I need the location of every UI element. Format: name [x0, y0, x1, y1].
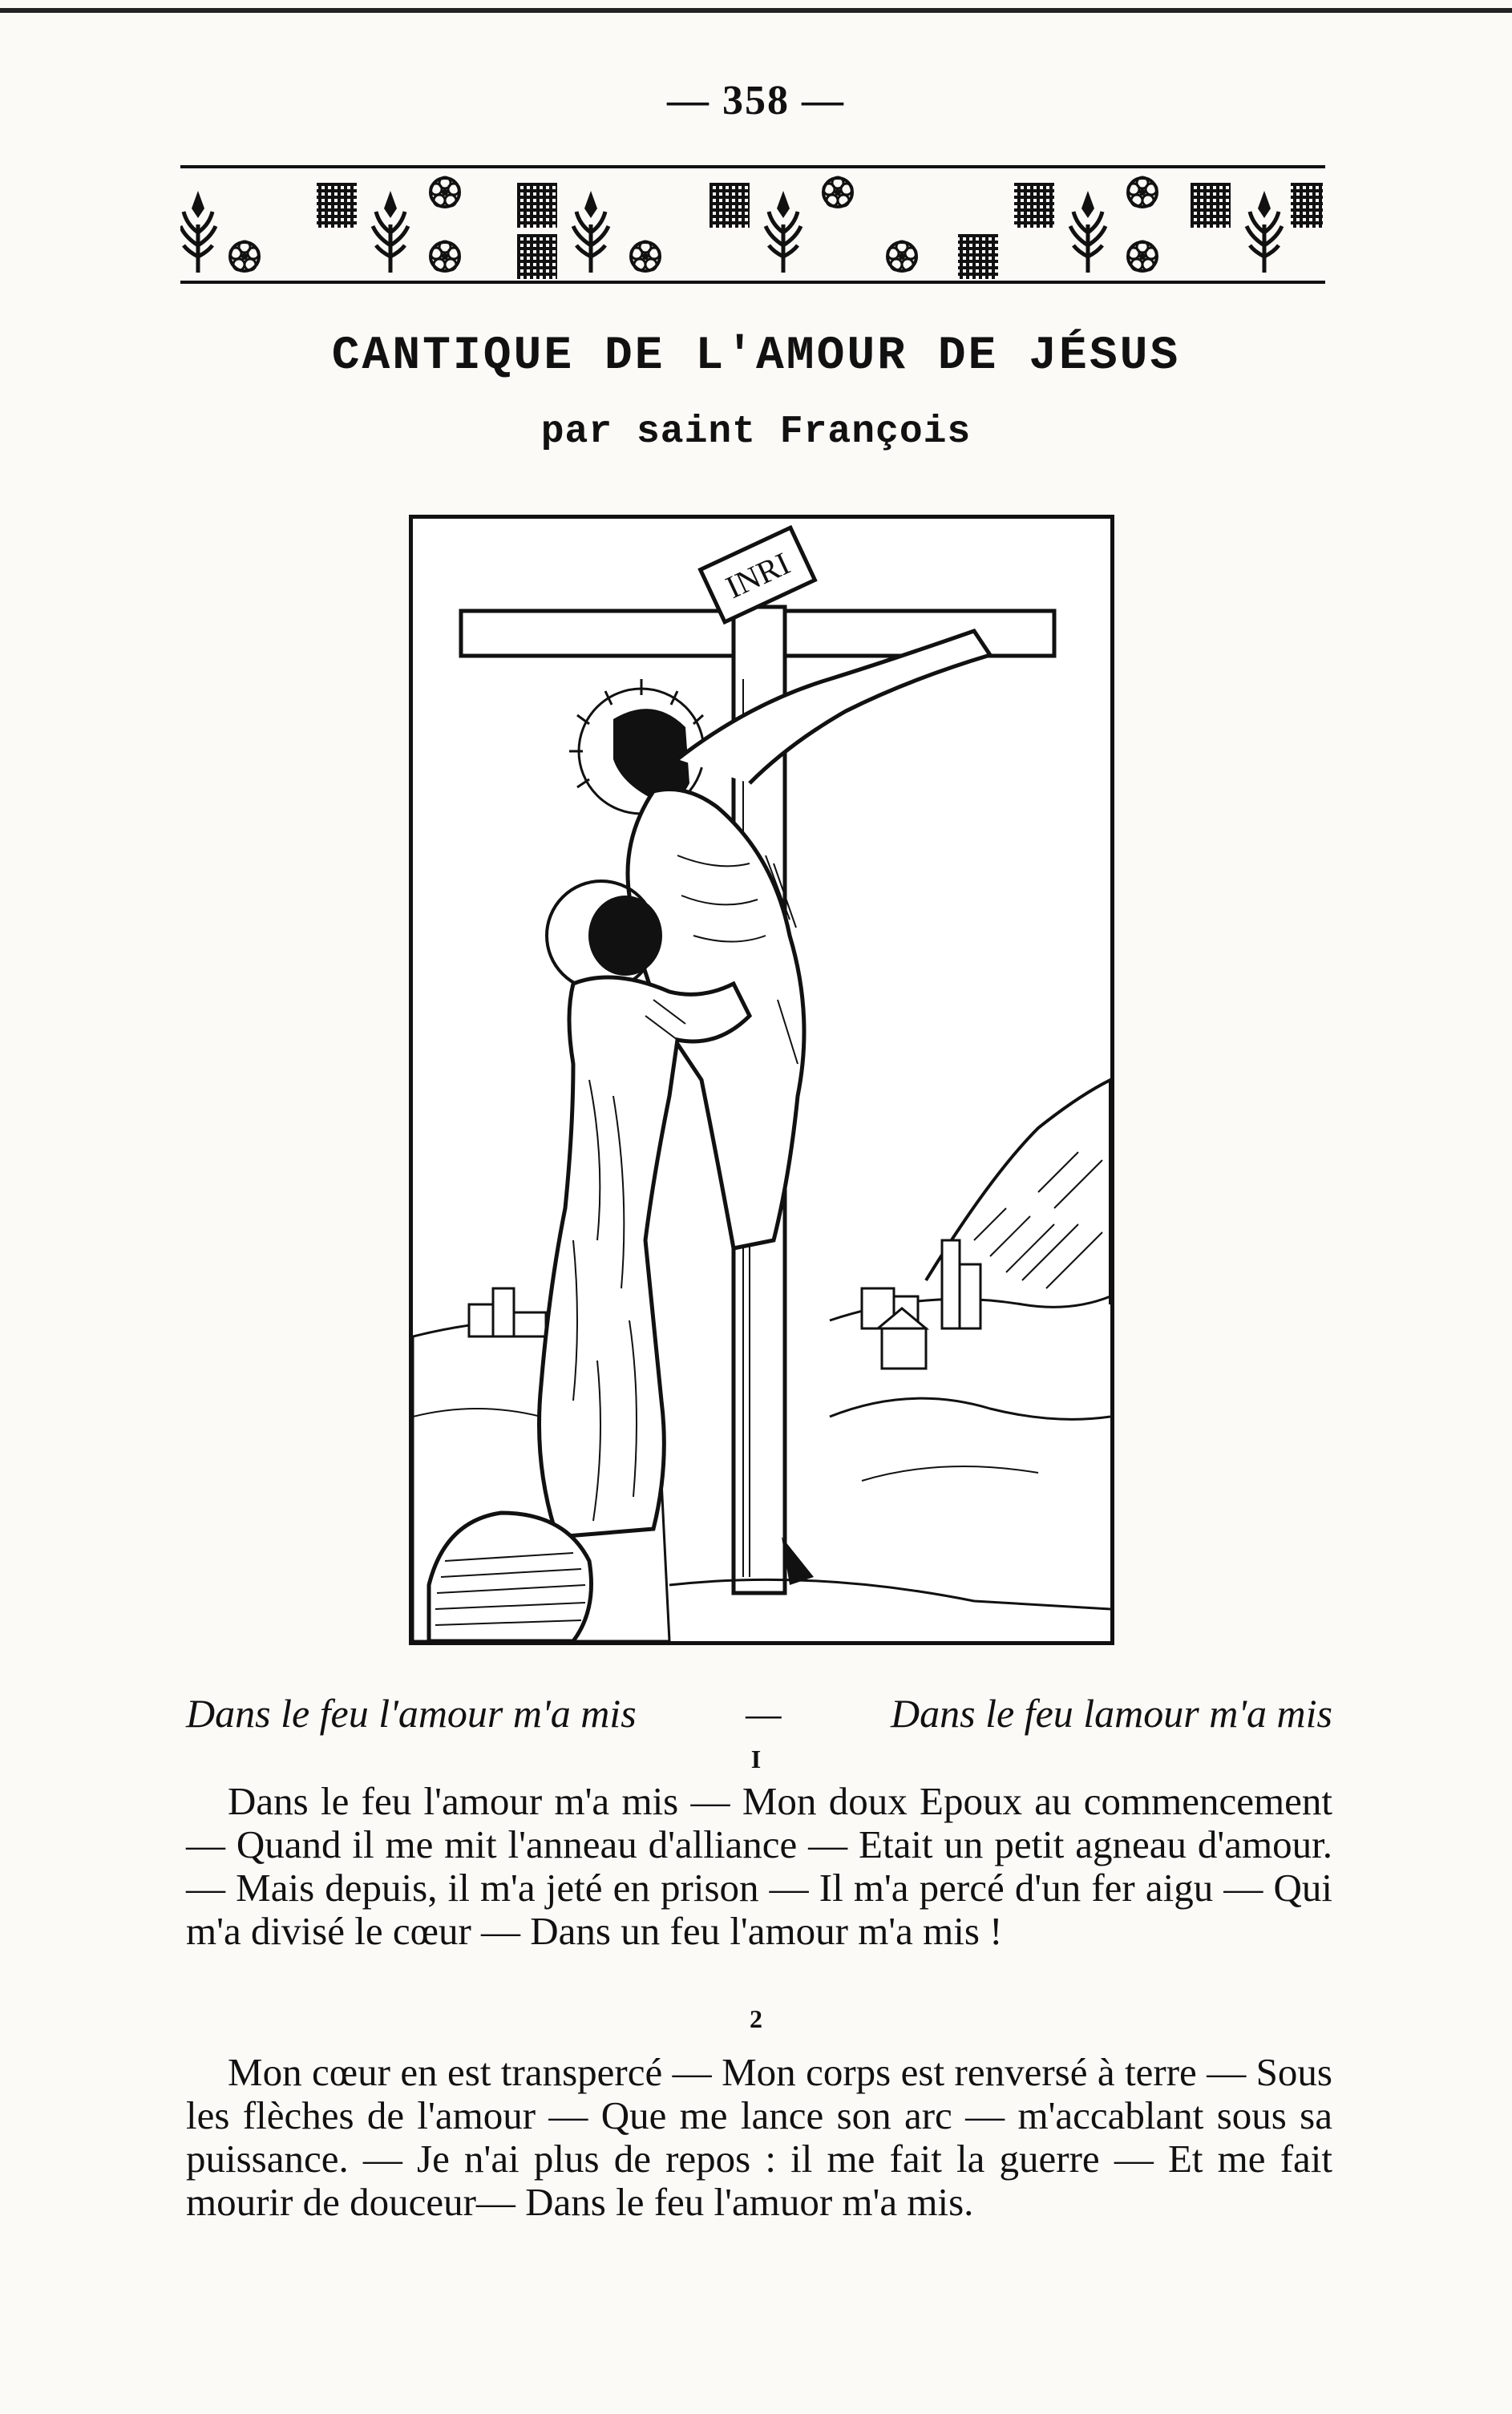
crucifixion-engraving: [409, 515, 1114, 1645]
verse-1-text: Dans le feu l'amour m'a mis — Mon doux Epoux au commencement — Quand il me mit l'anneau d'alliance — Etait un petit agneau d'amour. — Mais depuis, il m'a jeté en prison — Il m'a percé d'un fer aigu — Qui m'a divisé le cœur — Dans un feu l'amour m'a mis !: [186, 1779, 1332, 1953]
refrain-line: [186, 1690, 1332, 1737]
verse-number-1: I: [750, 1745, 762, 1773]
inri-sign-text: INRI: [720, 544, 795, 606]
refrain-left: Dans le feu l'amour m'a mis: [186, 1691, 637, 1736]
verse-2-text: Mon cœur en est transpercé — Mon corps est renversé à terre — Sous les flèches de l'amour — Que me lance son arc — m'accablant sous sa puissance. — Je n'ai plus de repos : il me fait la guerre — Et me fait mourir de douceur— Dans le feu l'amuor m'a mis.: [186, 2050, 1332, 2224]
refrain-dash: —: [746, 1691, 782, 1736]
verse-number-2: 2: [750, 2004, 762, 2033]
hymn-title: CANTIQUE DE L'AMOUR DE JÉSUS: [331, 330, 1181, 382]
page-number: — 358 —: [667, 78, 845, 123]
hymn-subtitle: par saint François: [540, 410, 972, 454]
top-edge-rule: [0, 8, 1512, 13]
refrain-right: Dans le feu lamour m'a mis: [891, 1691, 1332, 1736]
decorative-border-band: [180, 160, 1325, 289]
